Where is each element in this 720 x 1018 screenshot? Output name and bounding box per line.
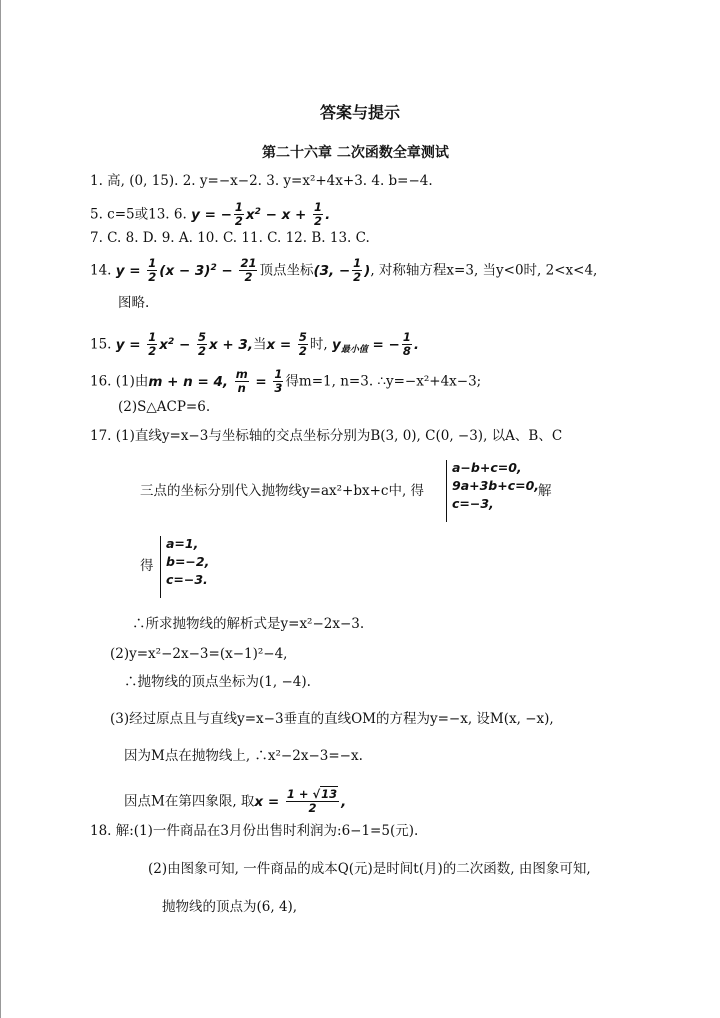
answer-17-3: (3)经过原点且与直线y=x−3垂直的直线OM的方程为y=−x, 设M(x, −x), [110, 711, 554, 727]
answer-5-text: 5. c=5或13. 6. [90, 206, 192, 223]
answer-17-substitute: 三点的坐标分别代入抛物线y=ax²+bx+c中, 得 [140, 483, 425, 499]
answer-line-7-13: 7. C. 8. D. 9. A. 10. C. 11. C. 12. B. 13. C. [90, 230, 370, 246]
answer-16-number: 16. (1)由 [90, 373, 149, 390]
answer-15-x-value: x = $\frac{5}{2}$ [266, 330, 307, 358]
answer-18-vertex: 抛物线的顶点为(6, 4), [162, 899, 298, 915]
sys1-eq3: c=−3, [452, 496, 494, 511]
answer-14-tail: , 对称轴方程x=3, 当y<0时, 2<x<4, [370, 262, 598, 279]
answer-15-min-value: $y_{最小值}$ = − $\frac{1}{8}$ . [332, 330, 420, 358]
answer-17-parabola: ∴所求抛物线的解析式是y=x²−2x−3. [132, 616, 365, 632]
sys2-eq2: b=−2, [166, 554, 210, 569]
answer-16-conditions: m + n = 4, $\frac{m}{n}$ = $\frac{1}{3}$ [148, 367, 283, 395]
answer-15-then: 时, [309, 336, 328, 353]
equation-system-1 [452, 459, 539, 513]
answer-17-x-root: x = $\frac{1 + √13}{2}$ , [254, 787, 347, 815]
chapter-heading: 第二十六章 二次函数全章测试 [262, 145, 449, 161]
system-brace-1 [446, 460, 447, 522]
answer-15-number: 15. [90, 336, 116, 353]
sys1-eq2: 9a+3b+c=0, [452, 478, 540, 493]
sys2-eq1: a=1, [166, 536, 199, 551]
answer-6-formula: y = − $\frac{1}{2}$ $x^2 - x$ + $\frac{1}{2}$ . [191, 200, 331, 228]
page-left-border [0, 0, 1, 1018]
answer-14-figure-note: 图略. [118, 295, 150, 311]
answer-17-on-parabola: 因为M点在抛物线上, ∴x²−2x−3=−x. [124, 748, 363, 764]
equation-system-2 [166, 535, 209, 589]
answer-14-vertex: (3, − $\frac{1}{2}$ ) [313, 256, 371, 284]
answer-18-2: (2)由图象可知, 一件商品的成本Q(元)是时间t(月)的二次函数, 由图象可知, [148, 861, 591, 877]
answer-17-line-1: 17. (1)直线y=x−3与坐标轴的交点坐标分别为B(3, 0), C(0, −3), 以A、B、C [90, 428, 563, 444]
answer-16-1 [90, 368, 481, 395]
answer-17-vertex: ∴抛物线的顶点坐标为(1, −4). [124, 674, 311, 690]
page-title: 答案与提示 [319, 103, 400, 122]
answer-17-2: (2)y=x²−2x−3=(x−1)²−4, [110, 646, 288, 662]
answer-16-2: (2)S△ACP=6. [118, 399, 211, 415]
answer-14-vertex-label: 顶点坐标 [259, 262, 314, 279]
sys1-eq1: a−b+c=0, [452, 460, 522, 475]
answer-line-1-4: 1. 高, (0, 15). 2. y=−x−2. 3. y=x²+4x+3. 4. b=−4. [90, 173, 433, 189]
answer-15 [90, 331, 419, 359]
answer-17-solve: 解 [538, 483, 552, 499]
system-brace-2 [160, 536, 161, 598]
answer-17-get: 得 [140, 558, 154, 574]
answer-16-result: 得m=1, n=3. ∴y=−x²+4x−3; [285, 373, 482, 390]
answer-line-5-6 [90, 201, 330, 228]
answer-14-number: 14. [90, 262, 116, 279]
answer-18-1: 18. 解:(1)一件商品在3月份出售时利润为:6−1=5(元). [90, 823, 419, 839]
answer-14-formula: y = $\frac{1}{2}$ $(x - 3)^2$ − $\frac{21}{2}$ [115, 256, 257, 284]
answer-15-when: 当 [252, 336, 267, 353]
answer-15-formula: y = $\frac{1}{2}$ $x^2$ − $\frac{5}{2}$ x + 3, [115, 330, 253, 358]
sys2-eq3: c=−3. [166, 572, 208, 587]
answer-17-quadrant: 因点M在第四象限, 取x = $\frac{1 + √13}{2}$ , [124, 787, 347, 815]
answer-14 [90, 257, 597, 284]
